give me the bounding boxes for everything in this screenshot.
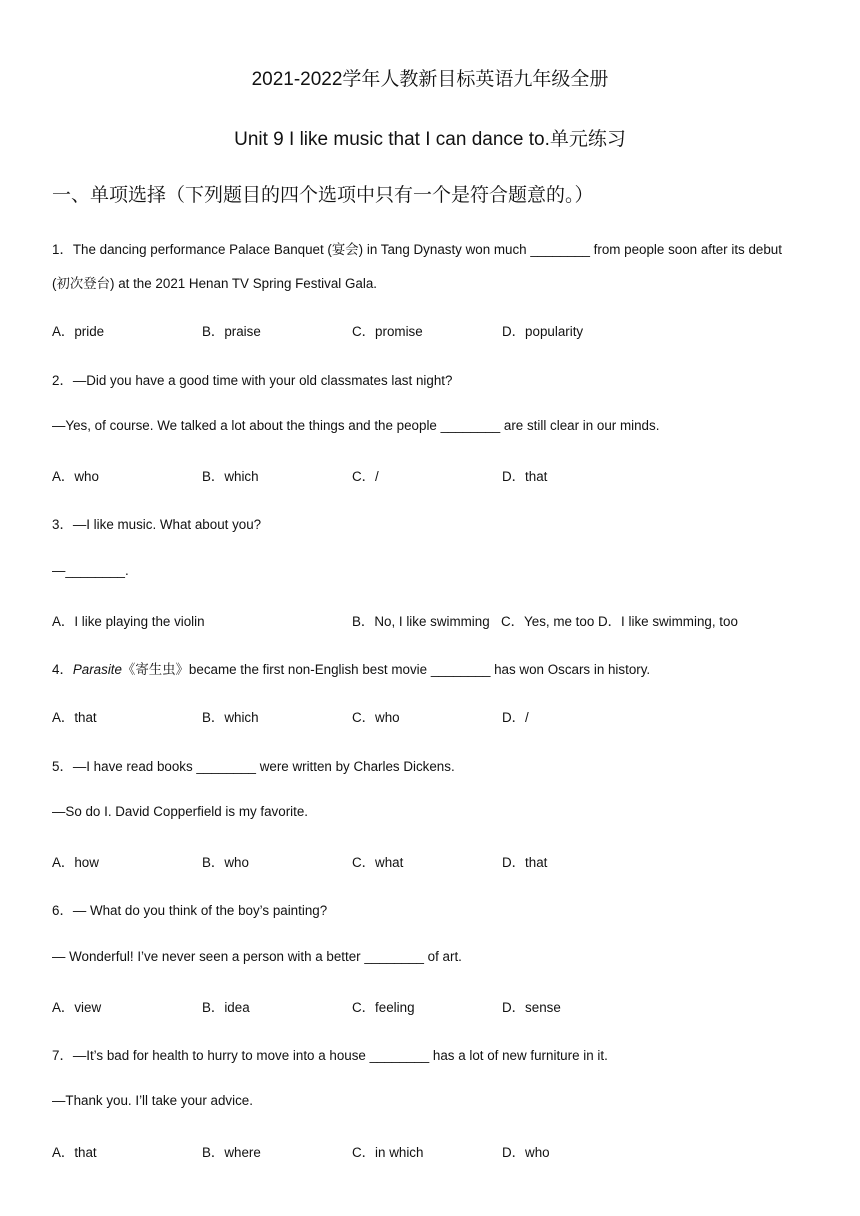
question-7-option-d: D．who (502, 1145, 550, 1160)
question-4-option-c: C．who (352, 710, 400, 725)
question-4-line-1 (52, 659, 650, 678)
question-6-line-1: 6．— What do you think of the boy’s painting? (52, 903, 328, 918)
question-3-line-1: 3．—I like music. What about you? (52, 517, 262, 532)
question-2-line-2: —Yes, of course. We talked a lot about the things and the people ________ are still clear in our minds. (52, 418, 660, 433)
question-1-line-1: 1．The dancing performance Palace Banquet (宴会) in Tang Dynasty won much ________ from people soon after its debut (52, 242, 782, 257)
question-3-option-a: A．I like playing the violin (52, 614, 205, 629)
question-6-option-a: A．view (52, 1000, 102, 1015)
question-6-option-c: C．feeling (352, 1000, 415, 1015)
question-5-option-c: C．what (352, 855, 404, 870)
document-subtitle: Unit 9 I like music that I can dance to.单元练习 (234, 129, 626, 150)
question-1-option-d: D．popularity (502, 324, 584, 339)
question-6-option-b: B．idea (202, 1000, 250, 1015)
question-2-option-b: B．which (202, 469, 259, 484)
question-4-option-a: A．that (52, 710, 97, 725)
question-5-option-b: B．who (202, 855, 249, 870)
question-3-line-2: —________. (52, 563, 129, 578)
question-6-line-2: — Wonderful! I’ve never seen a person with a better ________ of art. (52, 949, 462, 964)
question-1-option-a: A．pride (52, 324, 105, 339)
question-4-option-b: B．which (202, 710, 259, 725)
question-1-option-c: C．promise (352, 324, 423, 339)
question-1-line-2: (初次登台) at the 2021 Henan TV Spring Festival Gala. (52, 276, 377, 291)
section-heading: 一、单项选择（下列题目的四个选项中只有一个是符合题意的。） (52, 185, 594, 206)
question-7-line-2: —Thank you. I’ll take your advice. (52, 1093, 253, 1108)
question-4-text: 《寄生虫》became the first non-English best movie ________ has won Oscars in history. (121, 662, 651, 677)
question-7-option-b: B．where (202, 1145, 261, 1160)
question-7-option-a: A．that (52, 1145, 97, 1160)
question-4-movie-title: Parasite (72, 662, 122, 677)
question-4-number: 4． (52, 662, 73, 677)
question-3-option-c: C．Yes, me too (501, 614, 595, 629)
question-2-option-a: A．who (52, 469, 99, 484)
question-5-line-1: 5．—I have read books ________ were written by Charles Dickens. (52, 759, 455, 774)
question-7-line-1: 7．—It’s bad for health to hurry to move into a house ________ has a lot of new furniture in it. (52, 1048, 608, 1063)
question-1-option-b: B．praise (202, 324, 261, 339)
question-4-option-d: D．/ (502, 710, 529, 725)
question-3-option-d: D．I like swimming, too (598, 614, 738, 629)
question-5-line-2: —So do I. David Copperfield is my favorite. (52, 804, 309, 819)
document-title: 2021-2022学年人教新目标英语九年级全册 (251, 69, 609, 90)
question-2-line-1: 2．—Did you have a good time with your old classmates last night? (52, 373, 453, 388)
question-5-option-d: D．that (502, 855, 548, 870)
question-2-option-d: D．that (502, 469, 548, 484)
question-3-option-b: B．No, I like swimming (352, 614, 490, 629)
question-5-option-a: A．how (52, 855, 99, 870)
question-7-option-c: C．in which (352, 1145, 424, 1160)
question-6-option-d: D．sense (502, 1000, 561, 1015)
question-2-option-c: C．/ (352, 469, 379, 484)
